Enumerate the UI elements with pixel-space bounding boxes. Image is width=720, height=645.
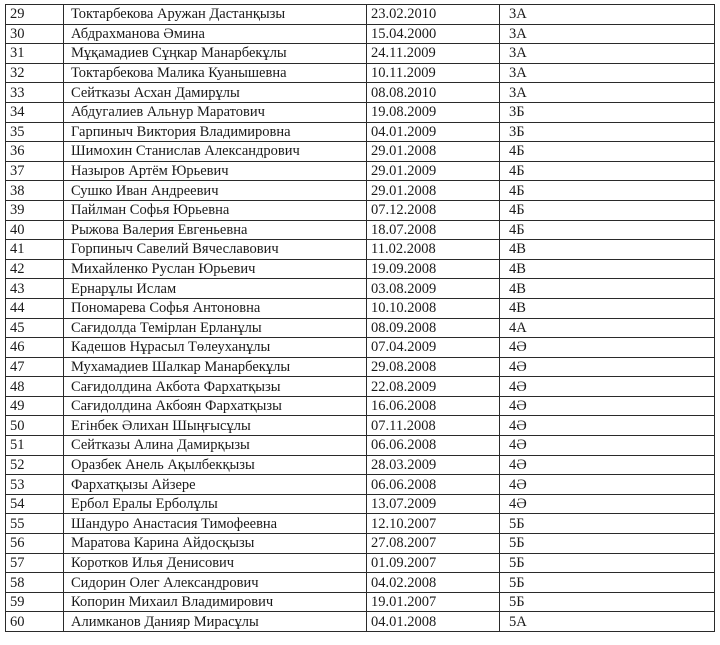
row-number: 34 xyxy=(6,102,64,122)
birth-date: 18.07.2008 xyxy=(367,220,500,240)
birth-date: 29.01.2008 xyxy=(367,181,500,201)
student-name: Пайлман Софья Юрьевна xyxy=(64,200,367,220)
class-grade: 4Б xyxy=(500,220,715,240)
student-name: Мұқамадиев Сұңкар Манарбекұлы xyxy=(64,44,367,64)
class-grade: 4Б xyxy=(500,200,715,220)
table-row xyxy=(6,279,715,299)
table-row xyxy=(6,298,715,318)
birth-date: 12.10.2007 xyxy=(367,514,500,534)
row-number: 53 xyxy=(6,475,64,495)
table-row xyxy=(6,553,715,573)
birth-date: 03.08.2009 xyxy=(367,279,500,299)
birth-date: 27.08.2007 xyxy=(367,534,500,554)
table-row xyxy=(6,534,715,554)
student-name: Сушко Иван Андреевич xyxy=(64,181,367,201)
class-grade: 4В xyxy=(500,240,715,260)
student-name: Коротков Илья Денисович xyxy=(64,553,367,573)
student-name: Гарпиныч Виктория Владимировна xyxy=(64,122,367,142)
table-row xyxy=(6,475,715,495)
row-number: 60 xyxy=(6,612,64,632)
class-grade: 5Б xyxy=(500,592,715,612)
table-row xyxy=(6,102,715,122)
student-table xyxy=(5,4,715,632)
row-number: 45 xyxy=(6,318,64,338)
row-number: 55 xyxy=(6,514,64,534)
table-row xyxy=(6,83,715,103)
student-name: Абдрахманова Әмина xyxy=(64,24,367,44)
row-number: 40 xyxy=(6,220,64,240)
student-name: Шандуро Анастасия Тимофеевна xyxy=(64,514,367,534)
row-number: 31 xyxy=(6,44,64,64)
birth-date: 08.08.2010 xyxy=(367,83,500,103)
birth-date: 23.02.2010 xyxy=(367,5,500,25)
table-row xyxy=(6,24,715,44)
table-row xyxy=(6,63,715,83)
student-name: Сағидолда Темірлан Ерланұлы xyxy=(64,318,367,338)
class-grade: 4Ә xyxy=(500,455,715,475)
birth-date: 04.02.2008 xyxy=(367,573,500,593)
table-row xyxy=(6,318,715,338)
class-grade: 4Б xyxy=(500,181,715,201)
row-number: 44 xyxy=(6,298,64,318)
birth-date: 29.01.2009 xyxy=(367,161,500,181)
class-grade: 3Б xyxy=(500,102,715,122)
row-number: 41 xyxy=(6,240,64,260)
student-name: Токтарбекова Аружан Дастанқызы xyxy=(64,5,367,25)
birth-date: 28.03.2009 xyxy=(367,455,500,475)
student-name: Кадешов Нұрасыл Төлеуханұлы xyxy=(64,338,367,358)
student-name: Копорин Михаил Владимирович xyxy=(64,592,367,612)
birth-date: 24.11.2009 xyxy=(367,44,500,64)
table-row xyxy=(6,338,715,358)
student-name: Ернарұлы Ислам xyxy=(64,279,367,299)
birth-date: 10.10.2008 xyxy=(367,298,500,318)
class-grade: 5Б xyxy=(500,534,715,554)
row-number: 56 xyxy=(6,534,64,554)
row-number: 51 xyxy=(6,436,64,456)
student-name: Ербол Ералы Ерболұлы xyxy=(64,494,367,514)
birth-date: 07.12.2008 xyxy=(367,200,500,220)
table-row xyxy=(6,5,715,25)
class-grade: 4Ә xyxy=(500,396,715,416)
row-number: 38 xyxy=(6,181,64,201)
birth-date: 04.01.2008 xyxy=(367,612,500,632)
birth-date: 13.07.2009 xyxy=(367,494,500,514)
birth-date: 19.08.2009 xyxy=(367,102,500,122)
student-name: Оразбек Анель Ақылбекқызы xyxy=(64,455,367,475)
row-number: 32 xyxy=(6,63,64,83)
class-grade: 4Ә xyxy=(500,377,715,397)
class-grade: 4В xyxy=(500,259,715,279)
class-grade: 5Б xyxy=(500,573,715,593)
table-row xyxy=(6,455,715,475)
birth-date: 11.02.2008 xyxy=(367,240,500,260)
row-number: 36 xyxy=(6,142,64,162)
row-number: 37 xyxy=(6,161,64,181)
class-grade: 4Ә xyxy=(500,475,715,495)
student-name: Назыров Артём Юрьевич xyxy=(64,161,367,181)
birth-date: 07.04.2009 xyxy=(367,338,500,358)
birth-date: 29.01.2008 xyxy=(367,142,500,162)
table-row xyxy=(6,357,715,377)
table-row xyxy=(6,377,715,397)
table-row xyxy=(6,122,715,142)
class-grade: 5А xyxy=(500,612,715,632)
table-row xyxy=(6,161,715,181)
birth-date: 10.11.2009 xyxy=(367,63,500,83)
row-number: 47 xyxy=(6,357,64,377)
student-name: Рыжова Валерия Евгеньевна xyxy=(64,220,367,240)
table-row xyxy=(6,200,715,220)
class-grade: 4В xyxy=(500,298,715,318)
table-row xyxy=(6,396,715,416)
row-number: 52 xyxy=(6,455,64,475)
birth-date: 22.08.2009 xyxy=(367,377,500,397)
student-name: Пономарева Софья Антоновна xyxy=(64,298,367,318)
birth-date: 08.09.2008 xyxy=(367,318,500,338)
student-name: Михайленко Руслан Юрьевич xyxy=(64,259,367,279)
student-name: Шимохин Станислав Александрович xyxy=(64,142,367,162)
student-name: Мухамадиев Шалкар Манарбекұлы xyxy=(64,357,367,377)
row-number: 42 xyxy=(6,259,64,279)
class-grade: 4А xyxy=(500,318,715,338)
row-number: 54 xyxy=(6,494,64,514)
row-number: 58 xyxy=(6,573,64,593)
birth-date: 19.09.2008 xyxy=(367,259,500,279)
class-grade: 4Ә xyxy=(500,436,715,456)
student-name: Маратова Карина Айдосқызы xyxy=(64,534,367,554)
row-number: 49 xyxy=(6,396,64,416)
class-grade: 3А xyxy=(500,24,715,44)
row-number: 48 xyxy=(6,377,64,397)
class-grade: 3А xyxy=(500,44,715,64)
table-row xyxy=(6,612,715,632)
class-grade: 4В xyxy=(500,279,715,299)
class-grade: 4Б xyxy=(500,161,715,181)
birth-date: 16.06.2008 xyxy=(367,396,500,416)
class-grade: 3Б xyxy=(500,122,715,142)
student-name: Алимканов Данияр Мирасұлы xyxy=(64,612,367,632)
row-number: 39 xyxy=(6,200,64,220)
class-grade: 4Ә xyxy=(500,338,715,358)
birth-date: 01.09.2007 xyxy=(367,553,500,573)
row-number: 29 xyxy=(6,5,64,25)
table-row xyxy=(6,436,715,456)
class-grade: 4Ә xyxy=(500,494,715,514)
class-grade: 4Ә xyxy=(500,416,715,436)
table-row xyxy=(6,573,715,593)
class-grade: 3А xyxy=(500,63,715,83)
class-grade: 5Б xyxy=(500,514,715,534)
table-row xyxy=(6,240,715,260)
student-name: Сидорин Олег Александрович xyxy=(64,573,367,593)
table-row xyxy=(6,220,715,240)
row-number: 59 xyxy=(6,592,64,612)
birth-date: 15.04.2000 xyxy=(367,24,500,44)
class-grade: 4Ә xyxy=(500,357,715,377)
table-row xyxy=(6,592,715,612)
student-name: Егінбек Әлихан Шыңғысұлы xyxy=(64,416,367,436)
table-row xyxy=(6,181,715,201)
table-row xyxy=(6,494,715,514)
row-number: 43 xyxy=(6,279,64,299)
birth-date: 04.01.2009 xyxy=(367,122,500,142)
row-number: 57 xyxy=(6,553,64,573)
birth-date: 19.01.2007 xyxy=(367,592,500,612)
row-number: 50 xyxy=(6,416,64,436)
birth-date: 29.08.2008 xyxy=(367,357,500,377)
table-row xyxy=(6,44,715,64)
class-grade: 3А xyxy=(500,5,715,25)
student-name: Горпиныч Савелий Вячеславович xyxy=(64,240,367,260)
student-name: Сағидолдина Акбота Фархатқызы xyxy=(64,377,367,397)
table-body xyxy=(6,5,715,632)
student-name: Абдугалиев Альнур Маратович xyxy=(64,102,367,122)
table-row xyxy=(6,259,715,279)
table-row xyxy=(6,514,715,534)
student-name: Сағидолдина Акбоян Фархатқызы xyxy=(64,396,367,416)
class-grade: 5Б xyxy=(500,553,715,573)
row-number: 35 xyxy=(6,122,64,142)
table-row xyxy=(6,142,715,162)
birth-date: 06.06.2008 xyxy=(367,436,500,456)
table-row xyxy=(6,416,715,436)
class-grade: 3А xyxy=(500,83,715,103)
birth-date: 07.11.2008 xyxy=(367,416,500,436)
student-name: Токтарбекова Малика Куанышевна xyxy=(64,63,367,83)
class-grade: 4Б xyxy=(500,142,715,162)
student-name: Сейтказы Асхан Дамирұлы xyxy=(64,83,367,103)
student-name: Сейтказы Алина Дамирқызы xyxy=(64,436,367,456)
student-name: Фархатқызы Айзере xyxy=(64,475,367,495)
row-number: 30 xyxy=(6,24,64,44)
birth-date: 06.06.2008 xyxy=(367,475,500,495)
row-number: 46 xyxy=(6,338,64,358)
row-number: 33 xyxy=(6,83,64,103)
